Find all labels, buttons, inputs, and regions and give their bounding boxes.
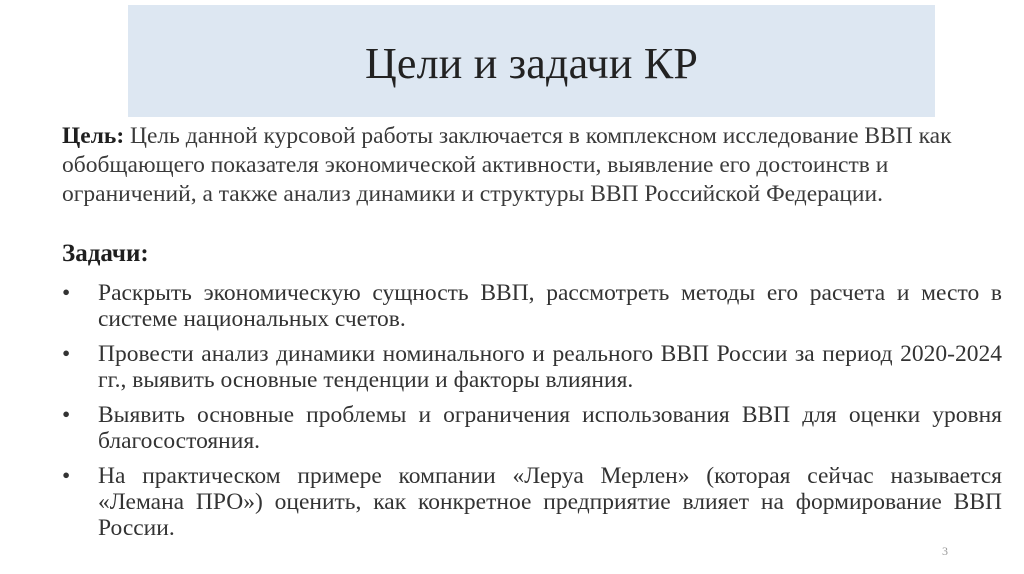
bullet-icon: •	[62, 463, 71, 489]
bullet-icon: •	[62, 402, 71, 428]
list-item	[62, 402, 1002, 454]
task-text: Раскрыть экономическую сущность ВВП, рассмотреть методы его расчета и место в системе национальных счетов.	[98, 280, 1002, 332]
goal-paragraph	[62, 122, 982, 209]
task-text: Выявить основные проблемы и ограничения использования ВВП для оценки уровня благосостояния.	[98, 402, 1002, 454]
list-item	[62, 341, 1002, 393]
goal-text: Цель данной курсовой работы заключается в комплексном исследование ВВП как обобщающего показателя экономической активности, выявление его достоинств и ограничений, а также анализ динамики и структуры ВВП Российской Федерации.	[62, 123, 952, 207]
slide-title: Цели и задачи КР	[364, 38, 699, 88]
tasks-heading: Задачи:	[62, 240, 149, 267]
task-text: Провести анализ динамики номинального и реального ВВП России за период 2020-2024 гг., выявить основные тенденции и факторы влияния.	[98, 341, 1002, 393]
bullet-icon: •	[62, 280, 71, 306]
list-item	[62, 280, 1002, 332]
title-band	[128, 5, 935, 117]
task-list	[62, 280, 1002, 550]
list-item	[62, 463, 1002, 541]
bullet-icon: •	[62, 341, 71, 367]
page-number: 3	[942, 544, 948, 558]
task-text: На практическом примере компании «Леруа Мерлен» (которая сейчас называется «Лемана ПРО») оценить, как конкретное предприятие влияет на формирование ВВП России.	[98, 463, 1002, 541]
goal-label: Цель:	[62, 123, 125, 149]
